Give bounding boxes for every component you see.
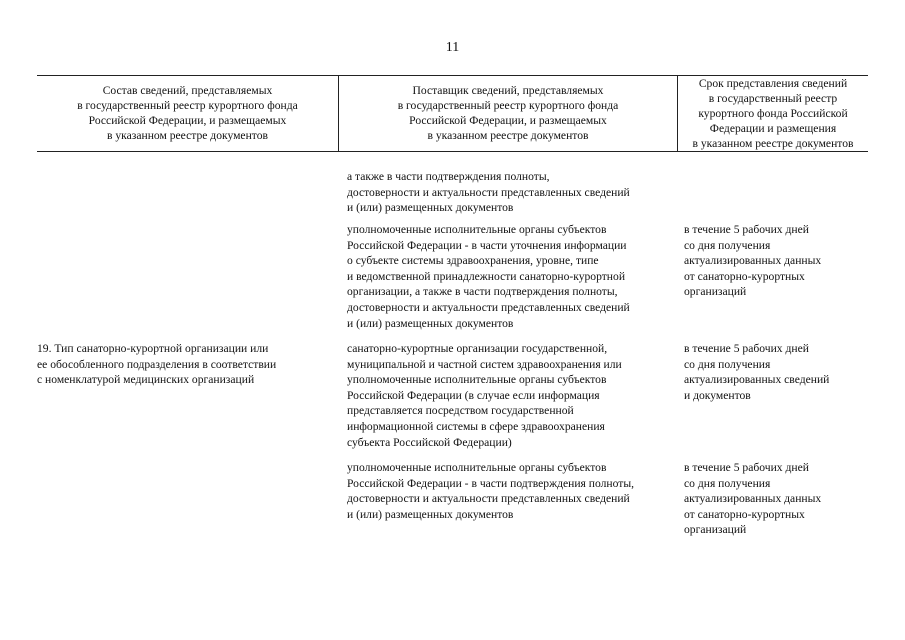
row-2-provider: санаторно-курортные организации государственной, муниципальной и частной систем здравоохранения или уполномоченные исполнительные органы субъектов Российской Федерации (в случае если информация представляется посредством государственной информационной системы в сфере здравоохранения субъекта Российской Федерации): [347, 342, 622, 449]
row-0-provider: а также в части подтверждения полноты, достоверности и актуальности представленных сведений и (или) размещенных документов: [347, 170, 630, 215]
page-number: 11: [445, 40, 460, 55]
table-header-bottom-rule: [37, 151, 868, 152]
row-1-provider: уполномоченные исполнительные органы субъектов Российской Федерации - в части уточнения информации о субъекте системы здравоохранения, уровне, типе и ведомственной принадлежности санаторно-курортной организации, а также в части подтверждения полноты, достоверности и актуальности представленных сведений и (или) размещенных документов: [347, 223, 630, 330]
row-2-deadline: в течение 5 рабочих дней со дня получения актуализированных сведений и документов: [684, 342, 830, 402]
header-column-composition: Состав сведений, представляемых в государственный реестр курортного фонда Российской Федерации, и размещаемых в указанном реестре документов: [77, 84, 298, 142]
row-1-deadline: в течение 5 рабочих дней со дня получения актуализированных данных от санаторно-курортных организаций: [684, 223, 822, 299]
header-column-provider: Поставщик сведений, представляемых в государственный реестр курортного фонда Российской Федерации, и размещаемых в указанном реестре документов: [397, 84, 619, 142]
header-column-deadline: Срок представления сведений в государственный реестр курортного фонда Российской Федерации и размещения в указанном реестре документов: [692, 76, 854, 150]
row-3-deadline: в течение 5 рабочих дней со дня получения актуализированных данных от санаторно-курортных организаций: [684, 461, 822, 537]
row-3-provider: уполномоченные исполнительные органы субъектов Российской Федерации - в части подтверждения полноты, достоверности и актуальности представленных сведений и (или) размещенных документов: [347, 461, 635, 521]
row-2-composition: 19. Тип санаторно-курортной организации или ее обособленного подразделения в соответствии с номенклатурой медицинских организаций: [37, 342, 277, 387]
